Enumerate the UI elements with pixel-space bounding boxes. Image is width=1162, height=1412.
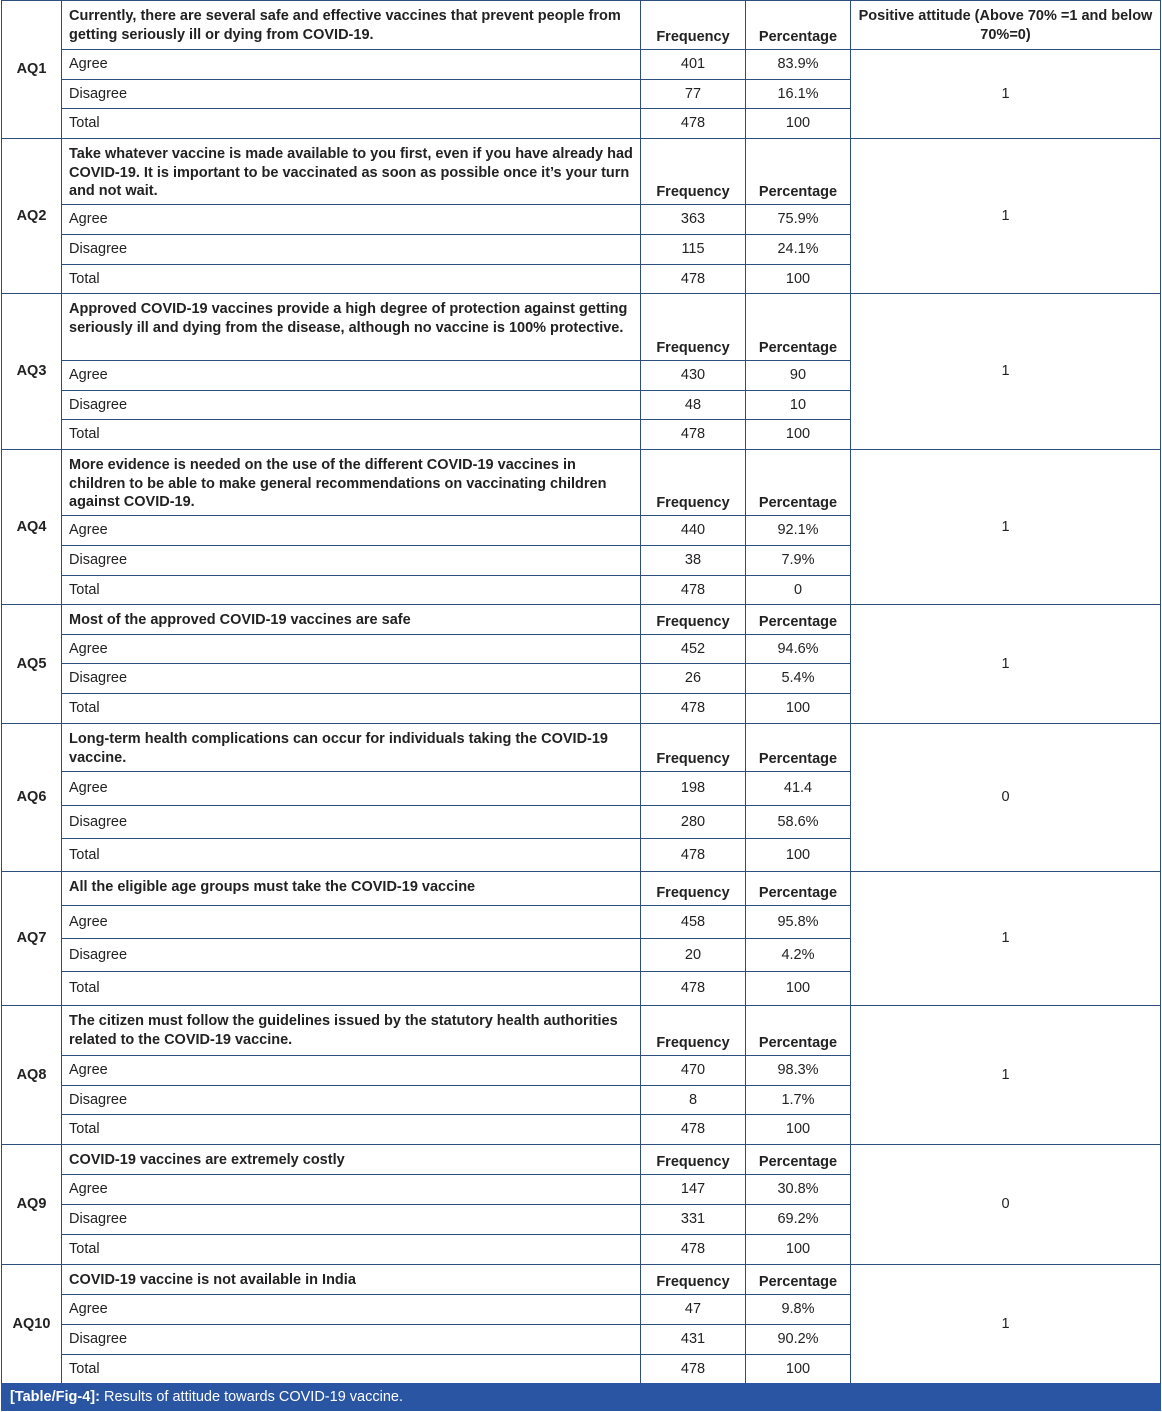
percentage-header: Percentage [746,1145,851,1175]
question-code: AQ3 [2,294,62,450]
frequency-header: Frequency [641,724,746,772]
percentage-value: 100 [746,420,851,450]
frequency-header: Frequency [641,1006,746,1056]
percentage-header: Percentage [746,294,851,361]
percentage-value: 58.6% [746,806,851,839]
frequency-value: 430 [641,361,746,391]
response-label: Total [62,972,641,1006]
percentage-value: 10 [746,391,851,420]
response-label: Disagree [62,1086,641,1115]
frequency-value: 478 [641,839,746,872]
response-label: Total [62,1235,641,1265]
response-label: Disagree [62,664,641,694]
question-code: AQ1 [2,1,62,139]
response-label: Disagree [62,391,641,420]
percentage-value: 95.8% [746,906,851,939]
frequency-value: 38 [641,546,746,576]
question-text: Currently, there are several safe and effective vaccines that prevent people from getting seriously ill or dying from COVID-19. [62,1,641,50]
question-code: AQ4 [2,450,62,605]
frequency-value: 478 [641,1235,746,1265]
frequency-value: 478 [641,1115,746,1145]
response-label: Agree [62,205,641,235]
attitude-value: 1 [851,294,1161,450]
attitude-results-table [1,0,1161,1384]
percentage-value: 100 [746,1235,851,1265]
percentage-header: Percentage [746,872,851,906]
caption-label: [Table/Fig-4]: [10,1389,100,1405]
question-text: Take whatever vaccine is made available to you first, even if you have already had COVID-19. It is important to be vaccinated as soon as possible once it’s your turn and not wait. [62,139,641,205]
response-label: Total [62,1115,641,1145]
frequency-value: 478 [641,1355,746,1384]
percentage-header: Percentage [746,450,851,516]
question-code: AQ9 [2,1145,62,1265]
percentage-value: 83.9% [746,50,851,80]
frequency-value: 331 [641,1205,746,1235]
response-label: Agree [62,361,641,391]
question-text: All the eligible age groups must take the COVID-19 vaccine [62,872,641,906]
percentage-value: 69.2% [746,1205,851,1235]
frequency-header: Frequency [641,1,746,50]
table-row [2,50,1161,80]
question-text: Most of the approved COVID-19 vaccines are safe [62,605,641,635]
percentage-header: Percentage [746,139,851,205]
question-text: Long-term health complications can occur for individuals taking the COVID-19 vaccine. [62,724,641,772]
percentage-value: 9.8% [746,1295,851,1325]
percentage-value: 75.9% [746,205,851,235]
response-label: Total [62,839,641,872]
percentage-value: 100 [746,1355,851,1384]
percentage-value: 100 [746,694,851,724]
percentage-value: 100 [746,109,851,139]
question-row [2,605,1161,635]
percentage-value: 100 [746,972,851,1006]
question-row [2,872,1161,906]
frequency-value: 478 [641,109,746,139]
frequency-header: Frequency [641,139,746,205]
response-label: Disagree [62,1205,641,1235]
percentage-header: Percentage [746,724,851,772]
percentage-header: Percentage [746,1006,851,1056]
frequency-value: 77 [641,80,746,109]
response-label: Agree [62,635,641,664]
question-code: AQ2 [2,139,62,294]
question-text: More evidence is needed on the use of the different COVID-19 vaccines in children to be able to make general recommendations on vaccinating children against COVID-19. [62,450,641,516]
response-label: Total [62,109,641,139]
attitude-value: 1 [851,50,1161,139]
question-code: AQ10 [2,1265,62,1384]
question-row [2,139,1161,205]
frequency-value: 440 [641,516,746,546]
frequency-value: 470 [641,1056,746,1086]
percentage-value: 1.7% [746,1086,851,1115]
percentage-value: 5.4% [746,664,851,694]
response-label: Disagree [62,235,641,265]
frequency-value: 478 [641,972,746,1006]
question-text: Approved COVID-19 vaccines provide a high degree of protection against getting seriously ill and dying from the disease, although no vaccine is 100% protective. [62,294,641,361]
frequency-header: Frequency [641,1145,746,1175]
response-label: Agree [62,1295,641,1325]
frequency-header: Frequency [641,450,746,516]
response-label: Agree [62,772,641,806]
frequency-value: 20 [641,939,746,972]
frequency-value: 431 [641,1325,746,1355]
response-label: Total [62,1355,641,1384]
response-label: Disagree [62,806,641,839]
frequency-value: 478 [641,420,746,450]
question-code: AQ7 [2,872,62,1006]
response-label: Total [62,694,641,724]
attitude-value: 1 [851,1006,1161,1145]
frequency-value: 8 [641,1086,746,1115]
response-label: Disagree [62,1325,641,1355]
frequency-value: 48 [641,391,746,420]
frequency-value: 147 [641,1175,746,1205]
frequency-header: Frequency [641,605,746,635]
percentage-value: 100 [746,1115,851,1145]
frequency-value: 47 [641,1295,746,1325]
response-label: Disagree [62,80,641,109]
frequency-header: Frequency [641,1265,746,1295]
percentage-value: 100 [746,265,851,294]
attitude-value: 1 [851,450,1161,605]
frequency-value: 478 [641,576,746,605]
attitude-value: 0 [851,1145,1161,1265]
frequency-value: 115 [641,235,746,265]
question-row [2,1,1161,50]
percentage-value: 98.3% [746,1056,851,1086]
response-label: Agree [62,516,641,546]
attitude-value: 1 [851,605,1161,724]
question-code: AQ6 [2,724,62,872]
frequency-header: Frequency [641,872,746,906]
response-label: Total [62,265,641,294]
percentage-value: 90.2% [746,1325,851,1355]
percentage-value: 16.1% [746,80,851,109]
percentage-header: Percentage [746,1265,851,1295]
question-row [2,724,1161,772]
frequency-value: 26 [641,664,746,694]
percentage-value: 94.6% [746,635,851,664]
percentage-value: 92.1% [746,516,851,546]
percentage-header: Percentage [746,605,851,635]
question-row [2,1265,1161,1295]
attitude-header: Positive attitude (Above 70% =1 and below 70%=0) [851,1,1161,50]
question-row [2,450,1161,516]
frequency-value: 478 [641,265,746,294]
response-label: Agree [62,906,641,939]
question-code: AQ5 [2,605,62,724]
response-label: Total [62,576,641,605]
caption-text: Results of attitude towards COVID-19 vaccine. [103,1389,403,1405]
question-row [2,294,1161,361]
percentage-value: 7.9% [746,546,851,576]
response-label: Agree [62,50,641,80]
frequency-value: 280 [641,806,746,839]
percentage-value: 100 [746,839,851,872]
frequency-header: Frequency [641,294,746,361]
frequency-value: 401 [641,50,746,80]
question-row [2,1145,1161,1175]
response-label: Total [62,420,641,450]
table-caption [1,1383,1161,1411]
percentage-value: 4.2% [746,939,851,972]
response-label: Agree [62,1175,641,1205]
question-text: COVID-19 vaccine is not available in India [62,1265,641,1295]
percentage-value: 30.8% [746,1175,851,1205]
percentage-value: 0 [746,576,851,605]
frequency-value: 478 [641,694,746,724]
attitude-value: 1 [851,1265,1161,1384]
question-row [2,1006,1161,1056]
response-label: Disagree [62,939,641,972]
question-text: COVID-19 vaccines are extremely costly [62,1145,641,1175]
percentage-value: 24.1% [746,235,851,265]
percentage-value: 41.4 [746,772,851,806]
frequency-value: 363 [641,205,746,235]
frequency-value: 198 [641,772,746,806]
attitude-value: 1 [851,139,1161,294]
response-label: Disagree [62,546,641,576]
percentage-value: 90 [746,361,851,391]
attitude-value: 1 [851,872,1161,1006]
frequency-value: 458 [641,906,746,939]
question-code: AQ8 [2,1006,62,1145]
response-label: Agree [62,1056,641,1086]
frequency-value: 452 [641,635,746,664]
percentage-header: Percentage [746,1,851,50]
question-text: The citizen must follow the guidelines issued by the statutory health authorities related to the COVID-19 vaccine. [62,1006,641,1056]
attitude-value: 0 [851,724,1161,872]
